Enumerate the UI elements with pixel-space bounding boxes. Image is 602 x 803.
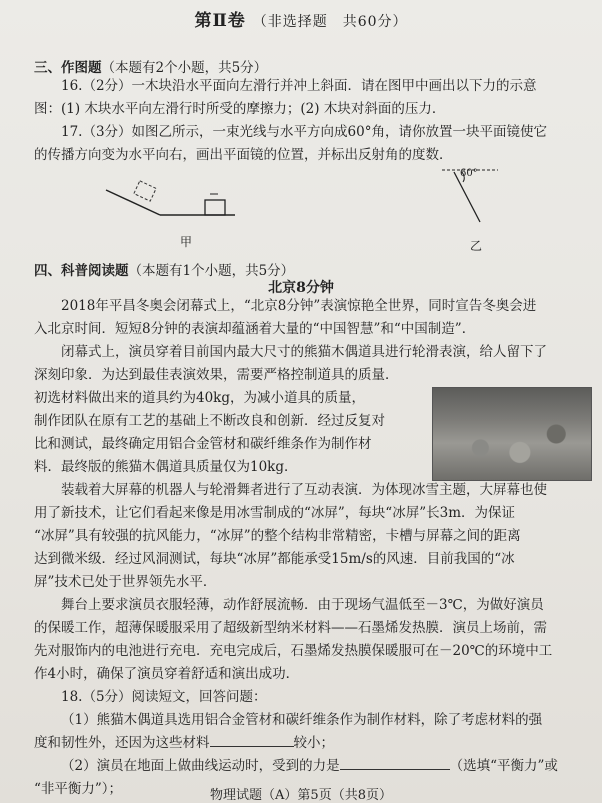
question-16 (34, 75, 599, 121)
article-p1-line1: 2018年平昌冬奥会闭幕式上，“北京8分钟”表演惊艳全世界，同时宣告冬奥会进 (61, 298, 537, 314)
article-p2-line1: 闭幕式上，演员穿着目前国内最大尺寸的熊猫木偶道具进行轮滑表演，给人留下了 (61, 344, 547, 360)
article-p4-line3: 先对服饰内的电池进行充电．充电完成后，石墨烯发热膜保暖服可在－20℃的环境中工 (34, 643, 553, 659)
q17-line2: 的传播方向变为水平向右，画出平面镜的位置，并标出反射角的度数． (34, 147, 453, 163)
article-p3-line4: 达到微米级．经过风洞测试，每块“冰屏”都能承受15m/s的风速．目前我国的“冰 (34, 551, 515, 567)
q18-heading: 18.（5分）阅读短文，回答问题： (61, 689, 267, 705)
article-title: 北京8分钟 (268, 280, 334, 296)
paper-title: 第Ⅱ卷 (194, 11, 246, 31)
section4-note: （本题有1个小题，共5分） (128, 263, 295, 279)
figure-jia (100, 170, 250, 230)
answer-blank-2[interactable] (340, 757, 450, 770)
article-p4-line2: 的保暖工作，超薄保暖服采用了超级新型纳米材料——石墨烯发热膜．演员上场前，需 (34, 620, 547, 636)
figure-jia-label: 甲 (180, 235, 193, 249)
article-p3-line2: 用了新技术，让它们看起来像是用冰雪制成的“冰屏”，每块“冰屏”长3m．为保证 (34, 505, 515, 521)
article-p4 (34, 594, 599, 686)
article-p2-line4: 制作团队在原有工艺的基础上不断改良和创新．经过反复对 (34, 413, 385, 429)
angle-label: 60° (460, 168, 478, 179)
panda-performance-photo (432, 387, 592, 481)
article-p4-line4: 作4小时，确保了演员穿着舒适和演出成功． (34, 666, 300, 682)
q17-line1: 17.（3分）如图乙所示，一束光线与水平方向成60°角，请你放置一块平面镜使它 (61, 124, 547, 140)
page-footer: 物理试题（A）第5页（共8页） (210, 788, 392, 803)
q16-line2: 图：(1) 木块水平向左滑行时所受的摩擦力；(2) 木块对斜面的压力． (34, 101, 446, 117)
article-p1 (34, 295, 599, 341)
figure-yi-label: 乙 (470, 239, 483, 253)
block-on-slope (134, 181, 156, 201)
section3-heading (34, 56, 267, 76)
q18-sub2-line2: “非平衡力”）； (34, 781, 123, 797)
section4-title: 四、科普阅读题 (34, 263, 129, 279)
article-p2-line3: 初选材料做出来的道具约为40kg，为减小道具的质量， (34, 390, 365, 406)
article-p2-line5: 比和测试，最终确定用铝合金管材和碳纤维条作为制作材 (34, 436, 372, 452)
section4-heading (34, 259, 294, 279)
article-p4-line1: 舞台上要求演员衣服轻薄，动作舒展流畅．由于现场气温低至－3℃，为做好演员 (61, 597, 544, 613)
answer-blank-1[interactable] (210, 734, 294, 747)
article-p3-line1: 装载着大屏幕的机器人与轮滑舞者进行了互动表演．为体现冰雪主题，大屏幕也使 (61, 482, 547, 498)
q18-sub1-line1: （1）熊猫木偶道具选用铝合金管材和碳纤维条作为制作材料，除了考虑材料的强 (61, 712, 543, 728)
article-p3 (34, 479, 599, 594)
light-ray (454, 172, 480, 222)
section3-note: （本题有2个小题，共5分） (101, 60, 268, 76)
article-p3-line5: 屏”技术已处于世界领先水平． (34, 574, 217, 590)
q18-sub1-line2: 度和韧性外，还因为这些材料 较小； (34, 735, 334, 751)
article-p1-line2: 入北京时间．短短8分钟的表演却蕴涵着大量的“中国智慧”和“中国制造”． (34, 321, 476, 337)
q18-sub2-line1: （2）演员在地面上做曲线运动时，受到的力是 （选填“平衡力”或 (61, 758, 558, 774)
paper-header (0, 6, 602, 31)
article-p2-line2: 深刻印象．为达到最佳表演效果，需要严格控制道具的质量． (34, 367, 399, 383)
question-17 (34, 121, 599, 167)
q16-line1: 16.（2分）一木块沿水平面向左滑行并冲上斜面．请在图甲中画出以下力的示意 (61, 78, 537, 94)
paper-subtitle: （非选择题 共60分） (252, 14, 408, 30)
article-p3-line3: “冰屏”具有较强的抗风能力，“冰屏”的整个结构非常精密，卡槽与屏幕之间的距离 (34, 528, 521, 544)
section3-title: 三、作图题 (34, 60, 102, 76)
article-p2-line6: 料．最终版的熊猫木偶道具质量仅为10kg． (34, 459, 298, 475)
block-on-floor (205, 200, 225, 215)
